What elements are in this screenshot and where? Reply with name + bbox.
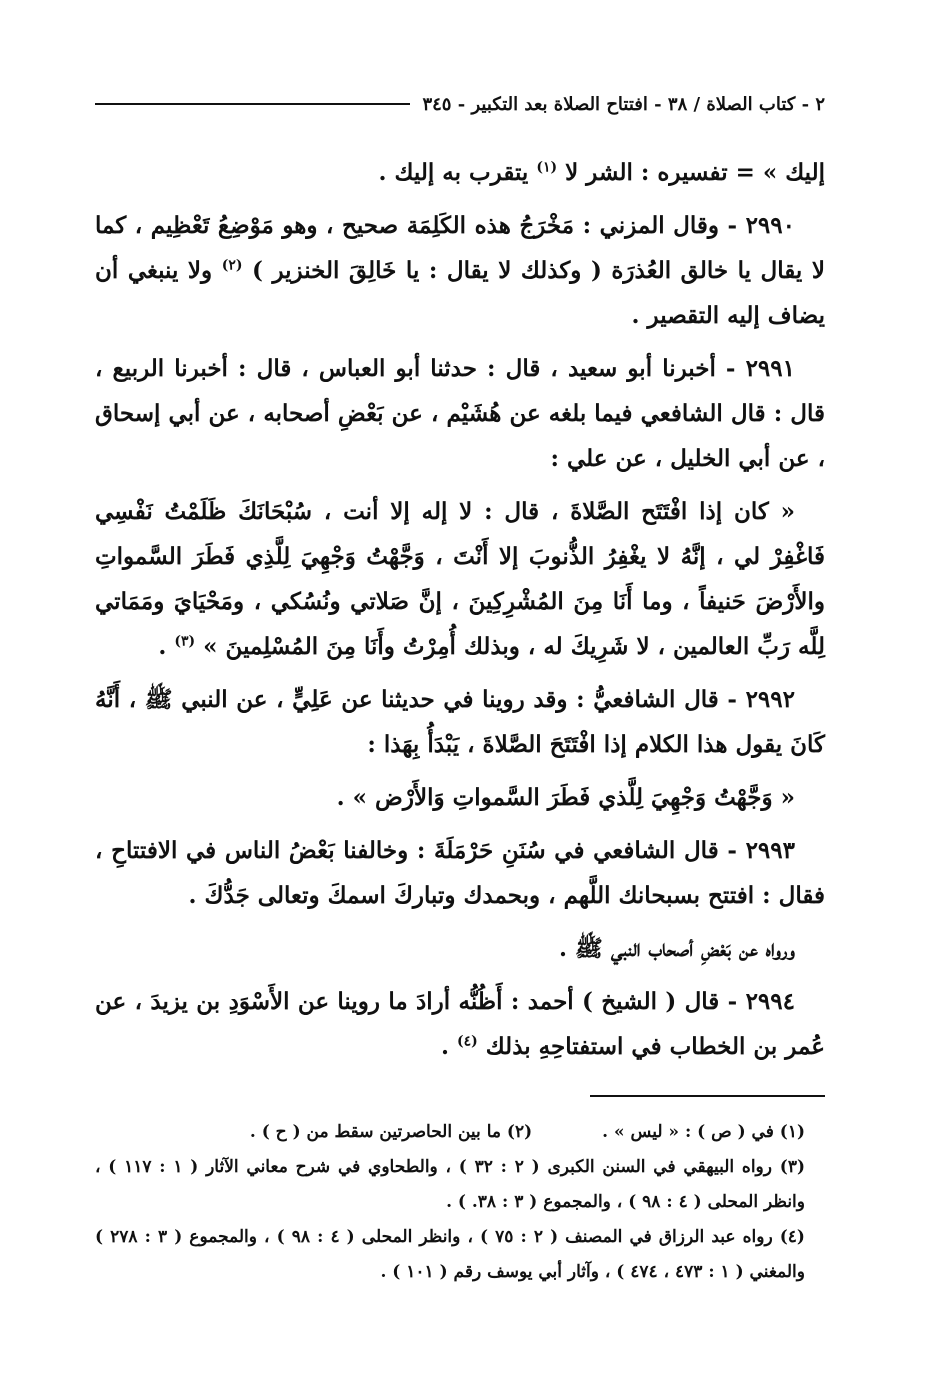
paragraph-2992: [95, 677, 825, 767]
footnote-2: (٢) ما بين الحاصرتين سقط من ( ح ) .: [249, 1122, 533, 1142]
paragraph-2994-text: ٢٩٩٤ - قال ( الشيخ ) أحمد : أَظُنُّه أرادَ ما روينا عن الأَسْوَدِ بن يزيدَ ، عن عُمر بن الخطاب في استفتاحِهِ بذلك: [95, 988, 825, 1060]
paragraph-2990-text-after: ولا ينبغي أن يضاف إليه التقصير .: [95, 257, 825, 329]
main-text: [95, 150, 825, 1069]
footnote-ref-2: (٢): [221, 257, 243, 274]
running-title: ٢ - كتاب الصلاة / ٣٨ - افتتاح الصلاة بعد التكبير - ٣٤٥: [422, 93, 825, 115]
footnote-row-1-2: [95, 1115, 825, 1150]
footnote-ref-1: (١): [536, 159, 558, 176]
footnote-ref-4: (٤): [457, 1033, 478, 1050]
paragraph-1-text: إليك » = تفسيره : الشر لا: [565, 159, 825, 186]
paragraph-2990-text: ٢٩٩٠ - وقال المزني : مَخْرَجُ هذه الكَلِمَة صحيح ، وهو مَوْضِعُ تَعْظِيم ، كما لا يقال يا خالق العُذرَة ( وكذلك لا يقال : يا خَالِقَ الخنزير ): [95, 212, 825, 284]
paragraph-2993: [95, 828, 825, 918]
paragraph-2994: [95, 979, 825, 1069]
narration-note: [95, 926, 825, 971]
verse-quote: [95, 775, 825, 820]
verse-quote-text: « وَجَّهْتُ وَجْهِيَ لِلَّذي فَطَرَ السَّمواتِ وَالأَرْض » .: [336, 784, 795, 811]
footnotes: [95, 1115, 825, 1290]
hadith-quote-text-after: .: [158, 633, 167, 660]
narration-note-text: ورواه عن بَعْضِ أصحاب النبي ﷺ .: [559, 935, 795, 962]
paragraph-2993-text: ٢٩٩٣ - قال الشافعي في سُنَنِ حَرْمَلَةَ : وخالفنا بَعْضُ الناس في الافتتاحِ ، فقال : افتتح بسبحانك اللَّهم ، وبحمدك وتباركَ اسمكَ وتعالى جَدُّكَ .: [95, 837, 825, 909]
paragraph-2991-text: ٢٩٩١ - أخبرنا أبو سعيد ، قال : حدثنا أبو العباس ، قال : أخبرنا الربيع ، قال : قال الشافعي فيما بلغه عن هُشَيْم ، عن بَعْضِ أصحابه ، عن أبي إسحاق ، عن أبي الخليل ، عن علي :: [95, 355, 825, 472]
footnote-1: (١) في ( ص ) : « ليس » .: [602, 1122, 805, 1142]
footnote-4: (٤) رواه عبد الرزاق في المصنف ( ٢ : ٧٥ ) ، وانظر المحلى ( ٤ : ٩٨ ) ، والمجموع ( ٣ : ٢٧٨ ) والمغني ( ١ : ٤٧٣ ، ٤٧٤ ) ، وآثار أبي يوسف رقم ( ١٠١ ) .: [95, 1227, 805, 1282]
paragraph-2994-text-after: .: [440, 1033, 449, 1060]
paragraph-2990: [95, 203, 825, 338]
header-rule: [95, 103, 410, 105]
paragraph-1-text-after: يتقرب به إليك .: [378, 159, 529, 186]
hadith-quote-text: « كان إذا افْتَتَح الصَّلاةَ ، قال : لا إله إلا أنت ، سُبْحَانَكَ ظَلَمْتُ نَفْسِي فَاغْفِرْ لي ، إنَّهُ لا يغْفِرُ الذُّنوبَ إلا أَنْتَ ، وَجَّهْتُ وَجْهِيَ لِلَّذِي فَطَرَ السَّمواتِ والأَرْضَ حَنيفاً ، وما أَنَا مِنَ المُشْرِكِينَ ، إنَّ صَلاتي ونُسُكي ، ومَحْيَايَ ومَمَاتي لِلَّه رَبِّ العالمين ، لا شَرِيكَ له ، وبذلك أُمِرْتُ وأَنَا مِنَ المُسْلِمينَ »: [95, 498, 825, 660]
book-page: [95, 86, 825, 1290]
paragraph-1: [95, 150, 825, 195]
footnote-3: (٣) رواه البيهقي في السنن الكبرى ( ٢ : ٣٢ ) ، والطحاوي في شرح معاني الآثار ( ١ : ١١٧ ) ، وانظر المحلى ( ٤ : ٩٨ ) ، والمجموع ( ٣ : ٣٨. ) .: [95, 1157, 805, 1212]
paragraph-2991: [95, 346, 825, 481]
footnote-ref-3: (٣): [174, 633, 196, 650]
hadith-quote: [95, 489, 825, 669]
running-header: [95, 86, 825, 122]
footnote-rule: [590, 1095, 825, 1097]
paragraph-2992-text: ٢٩٩٢ - قال الشافعيُّ : وقد روينا في حديثنا عن عَلِيٍّ ، عن النبي ﷺ ، أَنَّهُ كَانَ يقول هذا الكلام إذا افْتَتَحَ الصَّلاةَ ، يَبْدَأُ بِهَذا :: [95, 686, 825, 758]
